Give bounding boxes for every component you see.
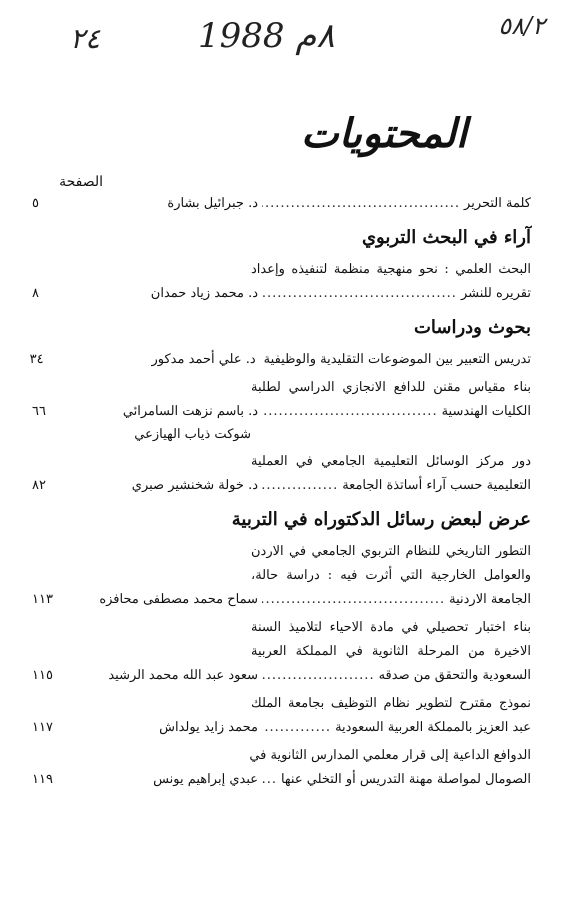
handwritten-notes: [70, 8, 545, 68]
entry-author: محمد زايد يولداش: [159, 720, 258, 735]
dot-leader: [262, 282, 457, 306]
entry-title: كلمة التحرير: [464, 196, 531, 211]
entry-line: [32, 474, 531, 498]
toc-entry: [32, 540, 531, 612]
dot-leader: [262, 192, 460, 216]
entry-line: [32, 664, 531, 688]
entry-page-number: ٥: [32, 196, 39, 211]
entry-title: بناء مقياس مقنن للدافع الانجازي الدراسي لطلبة: [251, 380, 531, 395]
toc-entry: [32, 258, 531, 306]
toc-entry: [32, 616, 531, 688]
handwritten-code: ٥٨/٢: [498, 12, 545, 40]
toc-entry: [32, 692, 531, 740]
entry-author: د. جبرائيل بشارة: [167, 196, 258, 211]
toc-entry: [32, 744, 531, 792]
entry-title: والعوامل الخارجية التي أثرت فيه : دراسة حالة،: [251, 568, 531, 583]
toc-entry: [32, 376, 531, 446]
entry-title: بناء اختبار تحصيلي في مادة الاحياء لتلاميذ السنة: [251, 620, 531, 635]
entry-line: [32, 744, 531, 768]
handwritten-number: ٢٤: [70, 22, 101, 55]
entry-title: الكليات الهندسية: [441, 404, 531, 419]
entry-line: [32, 768, 531, 792]
entry-page-number: ١١٥: [32, 668, 53, 683]
entry-title: البحث العلمي : نحو منهجية منظمة لتنفيذه وإعداد: [251, 262, 531, 277]
entry-author: د. باسم نزهت السامرائي: [122, 404, 258, 419]
toc-section: [32, 506, 531, 792]
entry-page-number: ٨٢: [32, 478, 46, 493]
entry-line: [32, 192, 531, 216]
entry-title: تقريره للنشر: [460, 286, 531, 301]
entry-line: [32, 282, 531, 306]
entry-title: التعليمية حسب آراء أساتذة الجامعة: [342, 478, 531, 493]
entry-author: د. محمد زياد حمدان: [150, 286, 258, 301]
entry-page-number: ١١٧: [32, 720, 53, 735]
page-title: المحتويات: [301, 110, 467, 157]
entry-author: د. خولة شخنشير صبري: [131, 478, 258, 493]
entry-author: سماح محمد مصطفى محافزه: [99, 592, 258, 607]
entry-title: الدوافع الداعية إلى قرار معلمي المدارس الثانوية في: [249, 748, 531, 763]
entry-title: عبد العزيز بالمملكة العربية السعودية: [335, 720, 531, 735]
entry-line: [32, 716, 531, 740]
entry-page-number: ١١٣: [32, 592, 53, 607]
section-heading: آراء في البحث التربوي: [361, 227, 531, 248]
entry-title: السعودية والتحقق من صدقه: [378, 668, 531, 683]
entry-title: نموذج مقترح لتطوير نظام التوظيف بجامعة الملك: [251, 696, 531, 711]
entry-line: [32, 692, 531, 716]
table-of-contents: [29, 192, 531, 796]
entry-page-number: ٨: [32, 286, 39, 301]
dot-leader: [262, 664, 375, 688]
dot-leader: [262, 768, 277, 792]
entry-title: الصومال لمواصلة مهنة التدريس أو التخلي عنها: [280, 772, 531, 787]
entry-line: [32, 376, 531, 400]
toc-entry: [32, 192, 531, 216]
entry-title: التطور التاريخي للنظام التربوي الجامعي في الاردن: [251, 544, 531, 559]
toc-entry: [29, 348, 531, 372]
entry-title: الجامعة الاردنية: [449, 592, 531, 607]
dot-leader: [262, 400, 438, 424]
entry-author: د. علي أحمد مدكور: [151, 352, 256, 367]
entry-line: [32, 640, 531, 664]
toc-section: [32, 224, 531, 306]
entry-page-number: ٦٦: [32, 404, 46, 419]
dot-leader: [262, 588, 445, 612]
entry-line: [29, 348, 531, 372]
entry-line: [32, 540, 531, 564]
entry-line: [32, 258, 531, 282]
entry-title: دور مركز الوسائل التعليمية الجامعي في العملية: [251, 454, 531, 469]
handwritten-date: ٨م 1988: [198, 16, 335, 56]
entry-title: تدريس التعبير بين الموضوعات التقليدية والوظيفية: [263, 352, 531, 367]
entry-page-number: ١١٩: [32, 772, 53, 787]
entry-line: [32, 450, 531, 474]
page-column-label: الصفحة: [59, 174, 103, 190]
section-heading: عرض لبعض رسائل الدكتوراه في التربية: [231, 509, 531, 530]
entry-line: [32, 400, 531, 424]
entry-page-number: ٣٤: [29, 352, 44, 367]
entry-line: [32, 616, 531, 640]
toc-section: [32, 192, 531, 216]
dot-leader: [262, 716, 331, 740]
entry-coauthor: شوكت ذياب الهيازعي: [134, 427, 251, 442]
entry-author: سعود عبد الله محمد الرشيد: [108, 668, 258, 683]
toc-entry: [32, 450, 531, 498]
section-heading: بحوث ودراسات: [413, 317, 531, 338]
entry-line: [32, 564, 531, 588]
entry-line: [32, 588, 531, 612]
dot-leader: [262, 474, 338, 498]
entry-author: عبدي إبراهيم يونس: [153, 772, 258, 787]
toc-section: [29, 314, 531, 498]
entry-title: الاخيرة من المرحلة الثانوية في المملكة العربية: [251, 644, 531, 659]
